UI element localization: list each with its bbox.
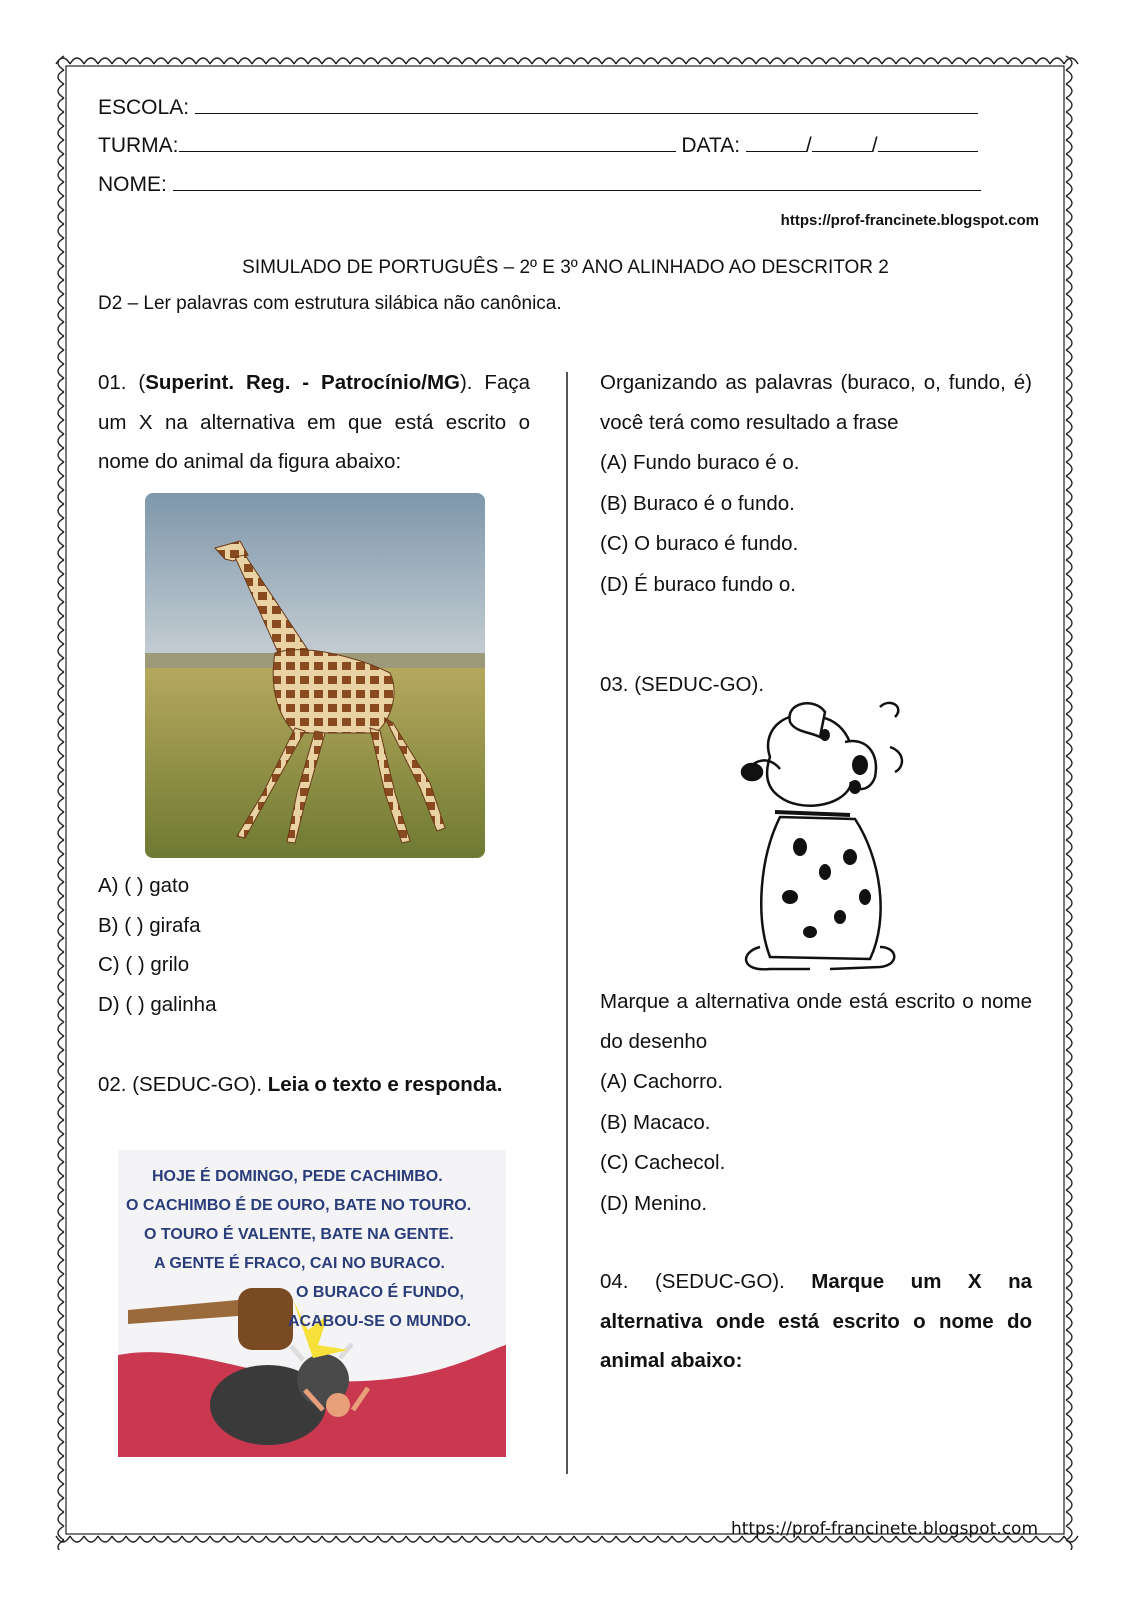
q1-text: Faça um X na alternativa em que está escrito o nome do animal da figura abaixo: (98, 371, 530, 473)
escola-blank[interactable] (195, 95, 978, 114)
poem-line: A GENTE É FRACO, CAI NO BURACO. (154, 1255, 445, 1272)
column-divider (566, 372, 568, 1474)
q3-option-a[interactable]: (A) Cachorro. (600, 1070, 724, 1093)
poem-line: O CACHIMBO É DE OURO, BATE NO TOURO. (126, 1197, 472, 1214)
data-label: DATA: (681, 134, 741, 157)
turma-blank[interactable] (179, 133, 676, 152)
q4-statement (600, 1262, 1032, 1381)
q3-option-d[interactable]: (D) Menino. (600, 1191, 708, 1215)
giraffe-image (145, 493, 485, 858)
blog-url-bottom[interactable]: https://prof-francinete.blogspot.com (730, 1519, 1038, 1539)
escola-label: ESCOLA: (98, 96, 190, 119)
dalmatian-image (730, 697, 910, 977)
turma-label: TURMA: (98, 134, 179, 157)
q1-option-a[interactable]: A) ( ) gato (98, 874, 190, 897)
poem-line: HOJE É DOMINGO, PEDE CACHIMBO. (152, 1168, 443, 1185)
q3-title: 03. (SEDUC-GO). (600, 673, 765, 696)
nome-blank[interactable] (173, 172, 981, 191)
date-day-blank[interactable] (746, 133, 806, 152)
q4-prefix: 04. (SEDUC-GO). (600, 1270, 812, 1293)
poem-line: ACABOU-SE O MUNDO. (288, 1313, 472, 1330)
poem-line: O BURACO É FUNDO, (296, 1284, 464, 1301)
q2-option-a[interactable]: (A) Fundo buraco é o. (600, 451, 800, 474)
q1-source: Superint. Reg. - Patrocínio/MG (145, 371, 460, 394)
q2-prefix: 02. (SEDUC-GO). (98, 1073, 268, 1096)
descriptor-text: D2 – Ler palavras com estrutura silábica não canônica. (98, 293, 562, 314)
date-month-blank[interactable] (812, 133, 872, 152)
q3-option-c[interactable]: (C) Cachecol. (600, 1151, 726, 1174)
q2-statement (98, 1065, 530, 1105)
q3-option-b[interactable]: (B) Macaco. (600, 1110, 711, 1134)
q1-option-c[interactable]: C) ( ) grilo (98, 953, 190, 976)
nome-label: NOME: (98, 173, 167, 196)
blog-url-top: https://prof-francinete.blogspot.com (780, 212, 1039, 229)
date-sep-2: / (871, 134, 878, 157)
q2-question: Organizando as palavras (buraco, o, fundo, é) você terá como resultado a frase (600, 371, 1032, 434)
q4-text: Marque um X na alternativa onde está escrito o nome do animal abaixo: (600, 1270, 1032, 1372)
poem-image (118, 1150, 506, 1457)
q1-option-b[interactable]: B) ( ) girafa (98, 913, 201, 937)
q2-option-d[interactable]: (D) É buraco fundo o. (600, 572, 796, 596)
page-title: SIMULADO DE PORTUGUÊS – 2º E 3º ANO ALINHADO AO DESCRITOR 2 (242, 257, 889, 278)
date-sep-1: / (805, 134, 812, 157)
poem-text (118, 1162, 506, 1336)
escola-field (98, 95, 978, 120)
q1-source-close: ). (459, 371, 473, 394)
q3-body (600, 982, 1032, 1223)
turma-date-row (98, 133, 978, 158)
date-year-blank[interactable] (878, 133, 978, 152)
nome-field (98, 172, 981, 197)
q3-text: Marque a alternativa onde está escrito o nome do desenho (600, 990, 1032, 1053)
q1-options (98, 866, 530, 1024)
q2-option-b[interactable]: (B) Buraco é o fundo. (600, 491, 795, 515)
q2-option-c[interactable]: (C) O buraco é fundo. (600, 532, 799, 555)
q2-instruction: Leia o texto e responda. (267, 1073, 503, 1096)
left-column (98, 363, 530, 482)
q1-statement (98, 363, 530, 482)
q1-option-d[interactable]: D) ( ) galinha (98, 992, 217, 1016)
right-column-top (600, 363, 1032, 604)
poem-line: O TOURO É VALENTE, BATE NA GENTE. (144, 1226, 454, 1243)
q1-number: 01. ( (98, 371, 146, 394)
